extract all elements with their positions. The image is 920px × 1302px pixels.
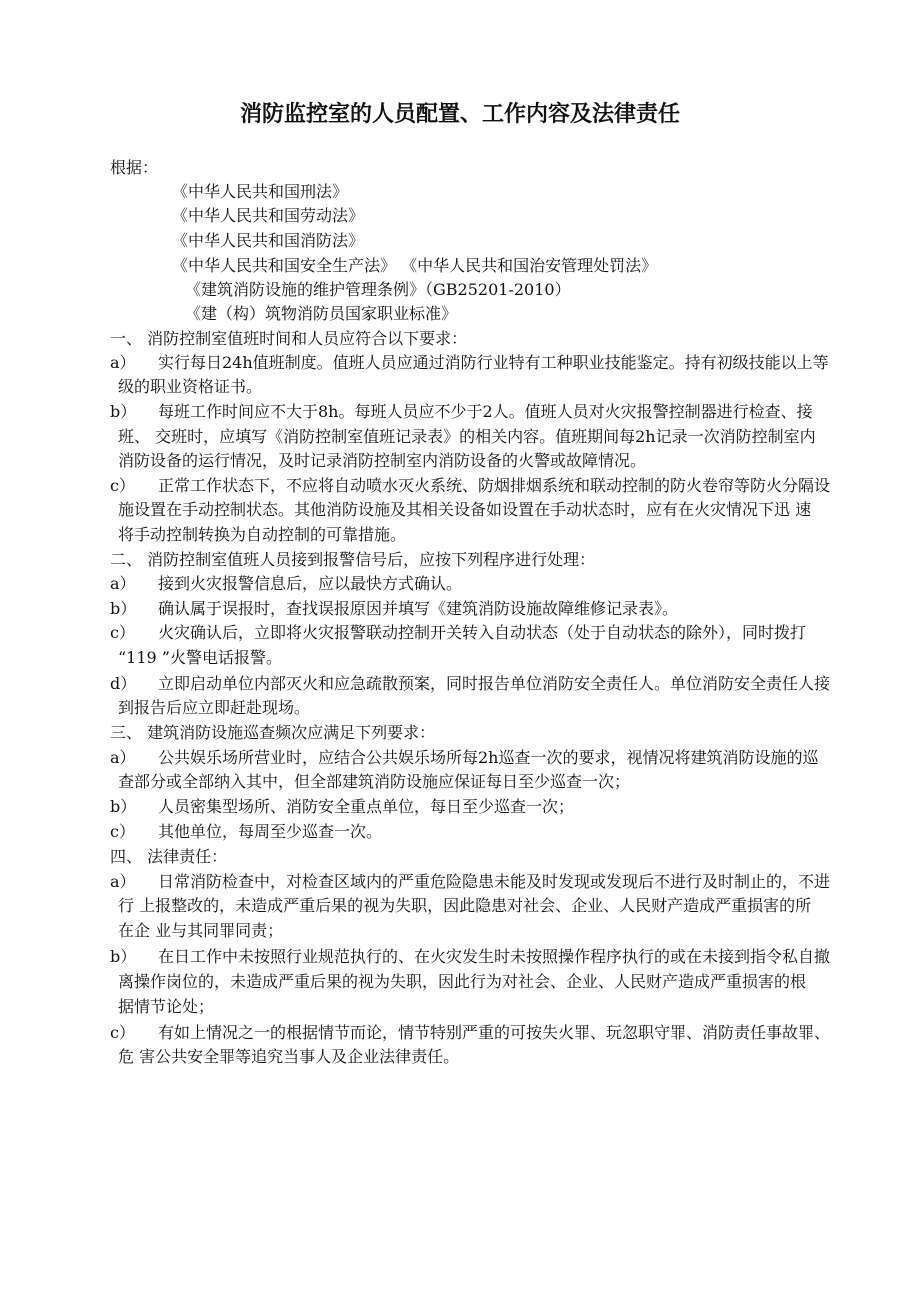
item-marker: a）: [110, 748, 136, 767]
item-marker: c）: [110, 822, 135, 841]
item-text: 每班工作时间应不大于8h。每班人员应不少于2人。值班人员对火灾报警控制器进行检查、接: [158, 402, 813, 421]
item-text: 其他单位，每周至少巡查一次。: [158, 822, 383, 841]
item-marker: b）: [110, 797, 137, 816]
item-text: 在企 业与其同罪同责；: [118, 921, 284, 940]
section-heading: 三、 建筑消防设施巡查频次应满足下列要求：: [110, 723, 436, 742]
law-reference: 《建筑消防设施的维护管理条例》（GB25201-2010）: [185, 280, 571, 299]
item-text: “119 ”火警电话报警。: [118, 648, 282, 667]
item-marker: b）: [110, 599, 137, 618]
item-marker: a）: [110, 574, 136, 593]
item-text: 日常消防检查中，对检查区域内的严重危险隐患未能及时发现或发现后不进行及时制止的，不进: [158, 872, 831, 891]
item-marker: a）: [110, 353, 136, 372]
item-marker: a）: [110, 872, 136, 891]
item-text: 据情节论处；: [118, 997, 215, 1016]
item-text: 接到火灾报警信息后，应以最快方式确认。: [158, 574, 463, 593]
item-text: 离操作岗位的，未造成严重后果的视为失职，因此行为对社会、企业、人民财产造成严重损害的根: [118, 972, 807, 991]
law-reference: 《中华人民共和国劳动法》: [172, 206, 365, 225]
item-marker: c）: [110, 1023, 135, 1042]
item-marker: b）: [110, 402, 137, 421]
item-text: 有如上情况之一的根据情节而论，情节特别严重的可按失火罪、玩忽职守罪、消防责任事故罪、: [158, 1023, 831, 1042]
item-text: 确认属于误报时，查找误报原因并填写《建筑消防设施故障维修记录表》。: [158, 599, 679, 618]
section-heading: 二、 消防控制室值班人员接到报警信号后，应按下列程序进行处理：: [110, 550, 596, 569]
item-text: 公共娱乐场所营业时，应结合公共娱乐场所每2h巡查一次的要求，视情况将建筑消防设施的巡: [158, 748, 819, 767]
basis-label: 根据：: [110, 158, 159, 177]
document-title: 消防监控室的人员配置、工作内容及法律责任: [239, 102, 680, 127]
item-text: 到报告后应立即赶赴现场。: [118, 698, 311, 717]
item-text: 正常工作状态下，不应将自动喷水灭火系统、防烟排烟系统和联动控制的防火卷帘等防火分隔设: [158, 476, 831, 495]
item-marker: b）: [110, 947, 137, 966]
item-text: 行 上报整改的，未造成严重后果的视为失职，因此隐患对社会、企业、人民财产造成严重损害的所: [118, 896, 812, 915]
item-marker: c）: [110, 476, 135, 495]
item-text: 火灾确认后，立即将火灾报警联动控制开关转入自动状态（处于自动状态的除外），同时拨打: [158, 623, 807, 642]
law-reference: 《中华人民共和国安全生产法》 《中华人民共和国治安管理处罚法》: [172, 256, 658, 275]
section-heading: 一、 消防控制室值班时间和人员应符合以下要求：: [110, 329, 468, 348]
law-reference: 《中华人民共和国消防法》: [172, 231, 365, 250]
item-text: 查部分或全部纳入其中，但全部建筑消防设施应保证每日至少巡查一次；: [118, 772, 631, 791]
law-reference: 《中华人民共和国刑法》: [172, 182, 349, 201]
item-text: 在日工作中未按照行业规范执行的、在火灾发生时未按照操作程序执行的或在未接到指令私自撤: [158, 947, 831, 966]
section-heading: 四、 法律责任：: [110, 847, 228, 866]
item-text: 消防设备的运行情况，及时记录消防控制室内消防设备的火警或故障情况。: [118, 451, 647, 470]
item-text: 危 害公共安全罪等追究当事人及企业法律责任。: [118, 1047, 460, 1066]
item-text: 班、 交班时，应填写《消防控制室值班记录表》的相关内容。值班期间每2h记录一次消防控制室内: [118, 427, 816, 446]
item-text: 实行每日24h值班制度。值班人员应通过消防行业特有工种职业技能鉴定。持有初级技能以上等: [158, 353, 829, 372]
item-text: 施设置在手动控制状态。其他消防设施及其相关设备如设置在手动状态时，应有在火灾情况下迅 速: [118, 500, 812, 519]
item-marker: c）: [110, 623, 135, 642]
item-text: 级的职业资格证书。: [118, 377, 263, 396]
item-text: 将手动控制转换为自动控制的可靠措施。: [118, 525, 407, 544]
item-text: 立即启动单位内部灭火和应急疏散预案，同时报告单位消防安全责任人。单位消防安全责任人接: [158, 674, 831, 693]
item-marker: d）: [110, 674, 137, 693]
item-text: 人员密集型场所、消防安全重点单位，每日至少巡查一次；: [158, 797, 575, 816]
law-reference: 《建（构）筑物消防员国家职业标准》: [185, 304, 458, 323]
